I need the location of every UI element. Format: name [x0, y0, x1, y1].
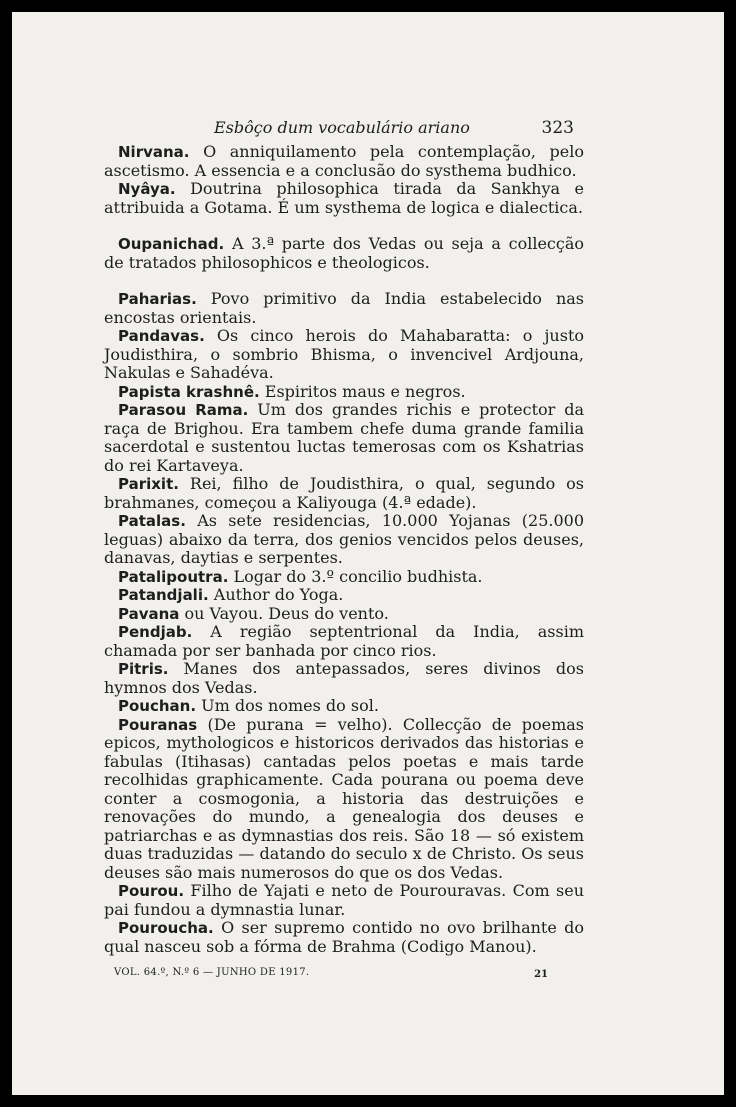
entry-nirvana	[104, 143, 584, 180]
entry-paharias	[104, 290, 584, 327]
entry-term: Papista krashnê.	[118, 382, 260, 401]
entry-definition: Os cinco herois do Mahabaratta: o justo Joudisthira, o sombrio Bhisma, o invencivel Ardjouna, Nakulas e Sahadéva.	[104, 326, 584, 382]
entry-term: Nyâya.	[118, 180, 176, 198]
entry-definition: Doutrina philosophica tirada da Sankhya e attribuida a Gotama. É um systhema de logica e dialectica.	[104, 179, 584, 217]
running-title: Esbôço dum vocabulário ariano	[214, 118, 470, 137]
entry-definition: Povo primitivo da India estabelecido nas encostas orientais.	[104, 289, 584, 327]
entry-patalipoutra	[104, 568, 584, 587]
entry-oupanichad	[104, 235, 584, 272]
entry-definition: Rei, filho de Joudisthira, o qual, segundo os brahmanes, começou a Kaliyouga (4.ª edade).	[104, 474, 584, 512]
entry-pouroucha	[104, 919, 584, 956]
entry-definition: Um dos grandes richis e protector da raça de Brighou. Era tambem chefe duma grande familia sacerdotal e sustentou luctas temerosas com os Kshatrias do rei Kartaveya.	[104, 400, 584, 475]
running-head	[104, 117, 584, 143]
entry-term: Parasou Rama.	[118, 401, 249, 419]
entry-term: Pandavas.	[118, 327, 205, 345]
entry-definition: A 3.ª parte dos Vedas ou seja a collecção de tratados philosophicos e theologicos.	[104, 234, 584, 272]
entry-pourou	[104, 882, 584, 919]
entry-term: Oupanichad.	[118, 235, 225, 253]
entry-pavana	[104, 605, 584, 624]
entry-pandavas	[104, 327, 584, 383]
entry-term: Pourou.	[118, 882, 185, 900]
entry-parasou-rama	[104, 401, 584, 475]
entry-definition: (De purana = velho). Collecção de poemas epicos, mythologicos e historicos derivados das historias e fabulas (Itihasas) cantadas pelos poetas e mais tarde recolhidas graphicamente. Cada pourana ou poema deve conter a cosmogonia, a historia das destruições e renovações do mundo, a genealogia dos deuses e patriarchas e as dymnastias dos reis. São 18 — só existem duas traduzidas — datando do seculo x de Christo. Os seus deuses são mais numerosos do que os dos Vedas.	[104, 714, 584, 882]
page-footer	[104, 962, 584, 982]
entry-definition: Espiritos maus e negros.	[259, 381, 466, 401]
page-body	[104, 117, 584, 982]
entry-term: Paharias.	[118, 290, 197, 308]
scanned-page	[12, 12, 724, 1095]
entry-pouranas	[104, 716, 584, 883]
entry-definition: Um dos nomes do sol.	[196, 696, 379, 715]
signature-mark: 21	[534, 969, 548, 980]
entry-term: Patalas.	[118, 512, 186, 530]
entry-patandjali	[104, 586, 584, 605]
entry-papista-krashne	[104, 383, 584, 402]
entry-pendjab	[104, 623, 584, 660]
entry-definition: Logar do 3.º concilio budhista.	[228, 566, 483, 586]
entry-term: Pouroucha.	[118, 919, 214, 937]
entry-definition: Author do Yoga.	[208, 585, 344, 604]
entry-definition: A região septentrional da India, assim chamada por ser banhada por cinco rios.	[104, 622, 584, 660]
entry-term: Parixit.	[118, 475, 179, 493]
entry-nyaya	[104, 180, 584, 217]
entry-definition: As sete residencias, 10.000 Yojanas (25.000 leguas) abaixo da terra, dos genios vencidos pelos deuses, danavas, daytias e serpentes.	[104, 511, 584, 567]
entry-definition: O anniquilamento pela contemplação, pelo ascetismo. A essencia e a conclusão do systhema budhico.	[104, 142, 584, 180]
page-number: 323	[541, 118, 574, 138]
volume-line: VOL. 64.º, N.º 6 — JUNHO DE 1917.	[114, 967, 310, 978]
entry-definition: ou Vayou. Deus do vento.	[179, 603, 389, 623]
entry-term: Nirvana.	[118, 143, 190, 161]
entry-definition: Manes dos antepassados, seres divinos dos hymnos dos Vedas.	[104, 659, 584, 697]
entry-term: Pitris.	[118, 660, 169, 678]
entry-definition: O ser supremo contido no ovo brilhante do qual nasceu sob a fórma de Brahma (Codigo Manou).	[104, 918, 584, 956]
entry-term: Patandjali.	[118, 586, 209, 604]
entry-definition: Filho de Yajati e neto de Pourouravas. Com seu pai fundou a dymnastia lunar.	[104, 881, 584, 919]
entry-pitris	[104, 660, 584, 697]
entry-term: Patalipoutra.	[118, 567, 229, 586]
entry-term: Pendjab.	[118, 623, 193, 641]
entry-patalas	[104, 512, 584, 568]
entry-pouchan	[104, 697, 584, 716]
entry-term: Pouchan.	[118, 697, 197, 715]
entry-term: Pavana	[118, 604, 180, 623]
entry-parixit	[104, 475, 584, 512]
entry-term: Pouranas	[118, 715, 198, 734]
